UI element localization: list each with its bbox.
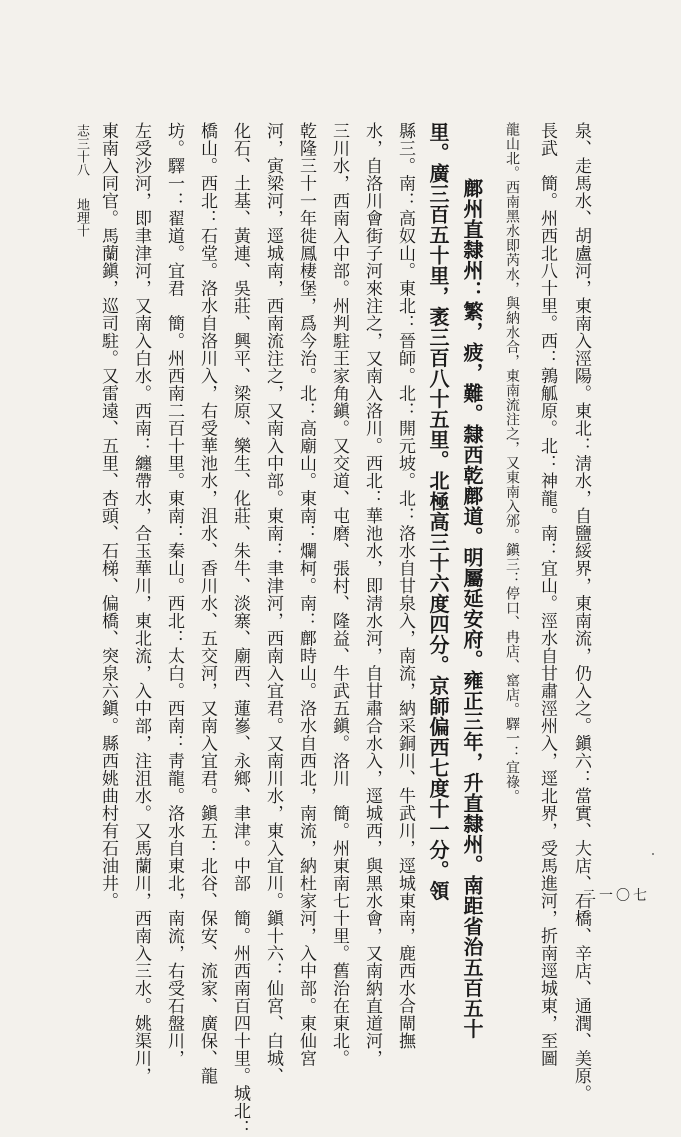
text-column-6: 縣三。南：高奴山。東北：晉師。北：開元坡。北：洛水自甘泉入，南流，納采銅川、牛武川，逕城東南，鹿西水合閘撫 [395, 122, 415, 1050]
text-column-1: 泉、走馬水、胡盧河，東南入涇陽。東北：淸水，自鹽綏界，東南流，仍入之。鎭六：當實、大店、石橋、辛店、通潤、美原。 [571, 122, 591, 1102]
text-column-15: 東南入同官。馬蘭鎭，巡司駐。又雷遠、五里、杏頭、石梯、偏橋、突泉六鎭。縣西姚曲村有石油井。 [98, 122, 118, 910]
text-column-12: 橋山。西北：石堂。洛水自洛川入，右受華池水，沮水、香川水、五交河，又南入宜君。鎭五：北谷、保安、流家、廣保、龍 [197, 122, 217, 1085]
text-column-11: 化石、土基、黃連、吳莊、興平、梁原、樂生、化莊、朱牛、淡寨、廟西、蓮嵾、永鄉、聿津。中部 簡。州西南百四十里。城北： [230, 122, 250, 1137]
volume-label: 志三十八 [74, 124, 89, 176]
text-column-5: 里。廣三百五十里，袤三百八十五里。北極高三十六度四分。京師偏西七度十一分。領 [426, 122, 450, 901]
ink-speck [652, 853, 654, 855]
section-label: 地理十 [74, 198, 89, 237]
text-column-9: 乾隆三十一年徙鳳棲堡，爲今治。北：高廟山。東南：爛柯。南：鄜時山。洛水自西北，南流，納杜家河，入中部。東仙宮 [296, 122, 316, 1067]
text-column-10: 河，寅梁河，逕城南，西南流注之，又南入中部。東南：聿津河，西南入宜君。又南川水，東入宜川。鎭十六：仙宮、白城、 [263, 122, 283, 1085]
page-number: 二一〇七 [582, 888, 650, 904]
text-column-2: 長武 簡。州西北八十里。西：鶉觚原。北：神龍。南：宜山。涇水自甘肅涇州入，逕北界，受馬進河，折南逕城東，至圖 [537, 122, 557, 1067]
text-column-8: 三川水，西南入中部。州判駐王家角鎭。又交道、屯磨、張村、隆益、牛武五鎭。洛川 簡。州東南七十里。舊治在東北。 [329, 122, 349, 1067]
text-column-4: 鄜州直隸州：繁，疲，難。隸西乾鄜道。明屬延安府。雍正三年，升直隸州。南距省治五百五十 [460, 178, 484, 1039]
text-column-3: 龍山北。西南黑水即芮水，與納水合，東南流注之，又東南入邠。鎭三：停口、冉店、窰店。驛一：宜祿。 [504, 122, 520, 804]
text-column-14: 左受沙河，即聿津河，又南入白水。西南：纏帶水，合玉華川，東北流，入中部，注沮水。又馬蘭川，西南入三水。姚渠川， [131, 122, 151, 1085]
text-column-13: 坊。驛一：翟道。宜君 簡。州西南二百十里。東南：秦山。西北：太白。西南：靑龍。洛水自東北，南流，右受石盤川， [164, 122, 184, 1067]
text-column-7: 水，自洛川會街子河來注之，又南入洛川。西北：華池水，即淸水河，自甘肅合水入，逕城西，與黑水會，又南納直道河， [362, 122, 382, 1067]
